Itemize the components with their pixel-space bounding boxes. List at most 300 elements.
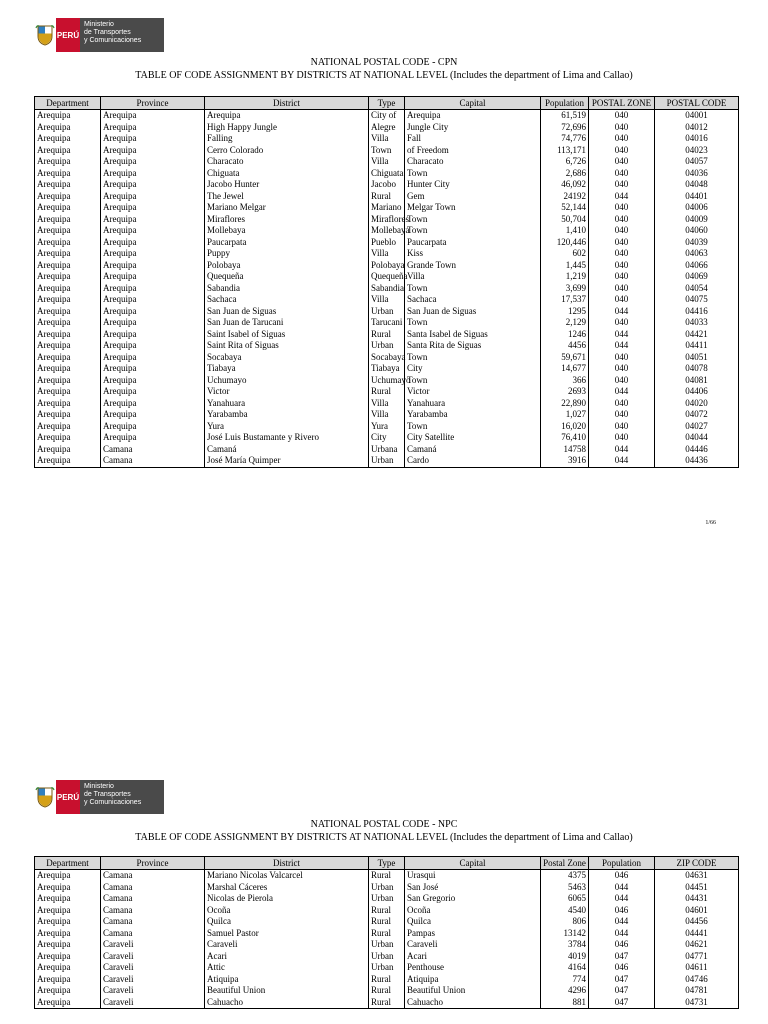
table-cell: Arequipa <box>35 283 101 295</box>
table-cell: 17,537 <box>541 294 589 306</box>
table-cell: 4456 <box>541 340 589 352</box>
column-header: Postal Zone <box>541 857 589 870</box>
column-header: Capital <box>405 97 541 110</box>
table-cell: Arequipa <box>101 398 205 410</box>
table-row <box>35 202 739 214</box>
table-row <box>35 191 739 203</box>
table-cell: 4540 <box>541 905 589 917</box>
table-cell: 04027 <box>655 421 739 433</box>
table-cell: 040 <box>589 110 655 122</box>
table-cell: Arequipa <box>35 260 101 272</box>
table-cell: Urban <box>369 939 405 951</box>
table-cell: José María Quimper <box>205 455 369 467</box>
table-cell: Yarabamba <box>205 409 369 421</box>
table-cell: Town <box>405 421 541 433</box>
table-cell: Town <box>405 168 541 180</box>
table-row <box>35 225 739 237</box>
table-cell: José Luis Bustamante y Rivero <box>205 432 369 444</box>
table-row <box>35 110 739 122</box>
table-cell: 04048 <box>655 179 739 191</box>
table-cell: Quequeña <box>369 271 405 283</box>
table-cell: Pueblo <box>369 237 405 249</box>
table-row <box>35 870 739 882</box>
table-row <box>35 179 739 191</box>
table-cell: 040 <box>589 156 655 168</box>
table-cell: Caraveli <box>205 939 369 951</box>
table-cell: Rural <box>369 916 405 928</box>
table-cell: Sabandia <box>369 283 405 295</box>
table-row <box>35 974 739 986</box>
ministry-name: Ministerio de Transportes y Comunicaciones <box>84 21 142 44</box>
table-cell: 04731 <box>655 997 739 1009</box>
table-cell: Tarucani <box>369 317 405 329</box>
table-cell: 04023 <box>655 145 739 157</box>
table-cell: Chiguata <box>369 168 405 180</box>
table-cell: Caraveli <box>101 962 205 974</box>
table-cell: Arequipa <box>101 386 205 398</box>
table-row <box>35 122 739 134</box>
table-cell: City <box>369 432 405 444</box>
peru-label: PERÚ <box>56 780 80 814</box>
table-cell: Town <box>369 145 405 157</box>
ministry-name: Ministerio de Transportes y Comunicaciones <box>84 783 142 806</box>
table-cell: 3784 <box>541 939 589 951</box>
table-cell: Arequipa <box>101 191 205 203</box>
table-cell: Camana <box>101 444 205 456</box>
table-cell: 1,027 <box>541 409 589 421</box>
table-cell: Arequipa <box>101 214 205 226</box>
column-header: ZIP CODE <box>655 857 739 870</box>
table-cell: 50,704 <box>541 214 589 226</box>
table-cell: Arequipa <box>35 156 101 168</box>
table-cell: Villa <box>369 294 405 306</box>
table-cell: Chiguata <box>205 168 369 180</box>
table-cell: Sachaca <box>405 294 541 306</box>
table-cell: Camana <box>101 882 205 894</box>
table-cell: Arequipa <box>35 974 101 986</box>
table-cell: Beautiful Union <box>405 985 541 997</box>
table-row <box>35 248 739 260</box>
table-cell: Saint Isabel of Siguas <box>205 329 369 341</box>
table-row <box>35 432 739 444</box>
table-cell: 040 <box>589 375 655 387</box>
table-cell: 04069 <box>655 271 739 283</box>
table-cell: Miraflores <box>369 214 405 226</box>
table-cell: 044 <box>589 306 655 318</box>
table-cell: Jacobo Hunter <box>205 179 369 191</box>
table-cell: 040 <box>589 168 655 180</box>
table-row <box>35 409 739 421</box>
table-cell: 044 <box>589 928 655 940</box>
table-cell: 602 <box>541 248 589 260</box>
table-cell: Cardo <box>405 455 541 467</box>
table-cell: 04621 <box>655 939 739 951</box>
table-cell: 047 <box>589 997 655 1009</box>
table-cell: Yanahuara <box>405 398 541 410</box>
table-cell: Arequipa <box>35 202 101 214</box>
table-row <box>35 271 739 283</box>
table-cell: 76,410 <box>541 432 589 444</box>
table-cell: 040 <box>589 294 655 306</box>
table-cell: 04436 <box>655 455 739 467</box>
table-cell: Jacobo <box>369 179 405 191</box>
table-cell: 040 <box>589 237 655 249</box>
table-cell: Arequipa <box>101 432 205 444</box>
table-cell: San Juan de Siguas <box>205 306 369 318</box>
table-cell: 04051 <box>655 352 739 364</box>
table-cell: Arequipa <box>205 110 369 122</box>
table-cell: Arequipa <box>101 421 205 433</box>
table-cell: 044 <box>589 893 655 905</box>
table-cell: Fall <box>405 133 541 145</box>
table-cell: Atiquipa <box>205 974 369 986</box>
table-cell: Sachaca <box>205 294 369 306</box>
table-cell: 14758 <box>541 444 589 456</box>
table-cell: 04441 <box>655 928 739 940</box>
table-cell: Samuel Pastor <box>205 928 369 940</box>
table-cell: Socabaya <box>205 352 369 364</box>
table-cell: 04451 <box>655 882 739 894</box>
table-cell: 040 <box>589 122 655 134</box>
table-row <box>35 375 739 387</box>
table-cell: Rural <box>369 974 405 986</box>
table-cell: 366 <box>541 375 589 387</box>
table-cell: City <box>405 363 541 375</box>
column-header: POSTAL ZONE <box>589 97 655 110</box>
column-header: Type <box>369 857 405 870</box>
table-row <box>35 386 739 398</box>
postal-code-table <box>34 856 739 1009</box>
table-row <box>35 329 739 341</box>
table-cell: Town <box>405 214 541 226</box>
table-cell: 040 <box>589 260 655 272</box>
table-cell: Arequipa <box>101 133 205 145</box>
table-row <box>35 340 739 352</box>
table-row <box>35 421 739 433</box>
table-cell: Arequipa <box>101 352 205 364</box>
table-cell: 044 <box>589 455 655 467</box>
subtitle-line: TABLE OF CODE ASSIGNMENT BY DISTRICTS AT NATIONAL LEVEL (Includes the department of Lima and Callao) <box>135 70 633 81</box>
table-cell: Rural <box>369 191 405 203</box>
column-header: Department <box>35 97 101 110</box>
document-page-2 <box>0 760 768 1024</box>
table-row <box>35 214 739 226</box>
table-row <box>35 455 739 467</box>
table-cell: Arequipa <box>35 997 101 1009</box>
table-cell: 4164 <box>541 962 589 974</box>
table-cell: Rural <box>369 997 405 1009</box>
table-cell: Tiabaya <box>369 363 405 375</box>
table-cell: The Jewel <box>205 191 369 203</box>
table-cell: 046 <box>589 939 655 951</box>
table-cell: Arequipa <box>101 375 205 387</box>
table-cell: 74,776 <box>541 133 589 145</box>
table-cell: 04406 <box>655 386 739 398</box>
table-cell: Camana <box>101 893 205 905</box>
table-cell: Polobaya <box>369 260 405 272</box>
table-row <box>35 283 739 295</box>
column-header: Capital <box>405 857 541 870</box>
table-cell: 04072 <box>655 409 739 421</box>
table-cell: 3,699 <box>541 283 589 295</box>
table-cell: Arequipa <box>101 363 205 375</box>
table-cell: San Juan de Tarucani <box>205 317 369 329</box>
table-row <box>35 306 739 318</box>
table-cell: Arequipa <box>35 432 101 444</box>
table-cell: 4019 <box>541 951 589 963</box>
table-cell: 806 <box>541 916 589 928</box>
table-cell: 04009 <box>655 214 739 226</box>
table-cell: 1,445 <box>541 260 589 272</box>
table-cell: Arequipa <box>35 168 101 180</box>
table-cell: Arequipa <box>35 237 101 249</box>
table-cell: Arequipa <box>101 225 205 237</box>
table-cell: Arequipa <box>101 329 205 341</box>
table-cell: Melgar Town <box>405 202 541 214</box>
table-cell: Tiabaya <box>205 363 369 375</box>
table-cell: 044 <box>589 329 655 341</box>
document-title <box>0 818 768 844</box>
table-cell: 044 <box>589 191 655 203</box>
table-cell: 4375 <box>541 870 589 882</box>
table-cell: 3916 <box>541 455 589 467</box>
table-row <box>35 363 739 375</box>
table-row <box>35 260 739 272</box>
table-row <box>35 997 739 1009</box>
page-number: 1/66 <box>705 520 716 526</box>
table-cell: 04054 <box>655 283 739 295</box>
table-cell: Uchumayo <box>369 375 405 387</box>
table-cell: 04771 <box>655 951 739 963</box>
ministry-logo <box>34 18 164 52</box>
table-cell: San Gregorio <box>405 893 541 905</box>
table-cell: Rural <box>369 329 405 341</box>
table-cell: Arequipa <box>35 363 101 375</box>
table-row <box>35 352 739 364</box>
table-cell: 040 <box>589 225 655 237</box>
table-cell: Town <box>405 317 541 329</box>
column-header: Province <box>101 97 205 110</box>
postal-code-table <box>34 96 739 468</box>
table-cell: Characato <box>205 156 369 168</box>
table-cell: of Freedom <box>405 145 541 157</box>
table-cell: Arequipa <box>35 386 101 398</box>
table-cell: 040 <box>589 145 655 157</box>
table-cell: 52,144 <box>541 202 589 214</box>
table-cell: 04001 <box>655 110 739 122</box>
table-cell: Arequipa <box>35 916 101 928</box>
table-cell: Town <box>405 283 541 295</box>
table-cell: Gem <box>405 191 541 203</box>
column-header: Population <box>541 97 589 110</box>
table-cell: 04006 <box>655 202 739 214</box>
table-cell: Yura <box>205 421 369 433</box>
table-cell: 047 <box>589 985 655 997</box>
table-cell: Yarabamba <box>405 409 541 421</box>
table-cell: 040 <box>589 271 655 283</box>
table-cell: 04020 <box>655 398 739 410</box>
table-cell: 04781 <box>655 985 739 997</box>
table-cell: Arequipa <box>35 455 101 467</box>
table-row <box>35 882 739 894</box>
table-cell: 04016 <box>655 133 739 145</box>
table-cell: Urban <box>369 306 405 318</box>
table-cell: Caraveli <box>405 939 541 951</box>
table-cell: Villa <box>405 271 541 283</box>
table-cell: Arequipa <box>405 110 541 122</box>
table-cell: Arequipa <box>35 962 101 974</box>
table-cell: 24192 <box>541 191 589 203</box>
column-header: Department <box>35 857 101 870</box>
table-cell: Arequipa <box>101 306 205 318</box>
table-cell: Arequipa <box>35 398 101 410</box>
table-cell: 04057 <box>655 156 739 168</box>
table-cell: 59,671 <box>541 352 589 364</box>
table-cell: Santa Rita de Siguas <box>405 340 541 352</box>
table-cell: Arequipa <box>35 145 101 157</box>
table-cell: Arequipa <box>101 122 205 134</box>
table-cell: Town <box>405 352 541 364</box>
table-cell: Caraveli <box>101 974 205 986</box>
table-cell: Arequipa <box>35 882 101 894</box>
table-cell: Ocoña <box>205 905 369 917</box>
table-row <box>35 905 739 917</box>
table-cell: Victor <box>205 386 369 398</box>
table-cell: 04044 <box>655 432 739 444</box>
table-row <box>35 145 739 157</box>
table-cell: 2,129 <box>541 317 589 329</box>
table-cell: 04446 <box>655 444 739 456</box>
table-cell: 040 <box>589 317 655 329</box>
table-cell: 047 <box>589 951 655 963</box>
table-cell: 46,092 <box>541 179 589 191</box>
document-title <box>0 56 768 82</box>
table-cell: 04036 <box>655 168 739 180</box>
table-cell: Cahuacho <box>405 997 541 1009</box>
table-cell: Arequipa <box>35 317 101 329</box>
column-header: Type <box>369 97 405 110</box>
table-cell: Arequipa <box>35 939 101 951</box>
table-cell: Yura <box>369 421 405 433</box>
table-cell: Santa Isabel de Siguas <box>405 329 541 341</box>
table-cell: 040 <box>589 133 655 145</box>
table-row <box>35 133 739 145</box>
table-cell: Urban <box>369 340 405 352</box>
table-cell: Arequipa <box>35 271 101 283</box>
table-cell: Caraveli <box>101 985 205 997</box>
table-cell: 16,020 <box>541 421 589 433</box>
table-cell: Town <box>405 225 541 237</box>
table-cell: Arequipa <box>101 409 205 421</box>
table-cell: 04601 <box>655 905 739 917</box>
table-cell: Camana <box>101 455 205 467</box>
table-cell: 6065 <box>541 893 589 905</box>
table-cell: 04456 <box>655 916 739 928</box>
table-cell: Quilca <box>205 916 369 928</box>
table-cell: Arequipa <box>35 444 101 456</box>
table-cell: Arequipa <box>101 248 205 260</box>
table-cell: 040 <box>589 214 655 226</box>
table-cell: 04401 <box>655 191 739 203</box>
table-cell: 046 <box>589 905 655 917</box>
table-cell: Falling <box>205 133 369 145</box>
table-cell: Paucarpata <box>405 237 541 249</box>
table-cell: Arequipa <box>35 340 101 352</box>
table-cell: Puppy <box>205 248 369 260</box>
table-cell: Arequipa <box>101 317 205 329</box>
table-cell: Ocoña <box>405 905 541 917</box>
table-cell: 04416 <box>655 306 739 318</box>
table-cell: Camaná <box>405 444 541 456</box>
table-cell: 774 <box>541 974 589 986</box>
table-cell: Urasqui <box>405 870 541 882</box>
table-row <box>35 962 739 974</box>
table-cell: Urban <box>369 951 405 963</box>
table-cell: 13142 <box>541 928 589 940</box>
table-cell: Mollebaya <box>205 225 369 237</box>
table-cell: 04060 <box>655 225 739 237</box>
table-cell: Arequipa <box>35 951 101 963</box>
table-cell: Arequipa <box>101 340 205 352</box>
table-cell: Socabaya <box>369 352 405 364</box>
table-cell: Arequipa <box>35 248 101 260</box>
table-cell: 2,686 <box>541 168 589 180</box>
table-row <box>35 317 739 329</box>
table-cell: 04075 <box>655 294 739 306</box>
table-cell: 04746 <box>655 974 739 986</box>
table-cell: Atiquipa <box>405 974 541 986</box>
table-cell: Paucarpata <box>205 237 369 249</box>
title-line: NATIONAL POSTAL CODE - CPN <box>310 57 458 68</box>
table-cell: 040 <box>589 409 655 421</box>
table-cell: Arequipa <box>35 893 101 905</box>
table-cell: 72,696 <box>541 122 589 134</box>
table-cell: 044 <box>589 386 655 398</box>
table-cell: 04411 <box>655 340 739 352</box>
table-cell: Camana <box>101 928 205 940</box>
table-cell: 040 <box>589 248 655 260</box>
table-cell: 040 <box>589 352 655 364</box>
table-cell: Polobaya <box>205 260 369 272</box>
table-row <box>35 294 739 306</box>
table-cell: Arequipa <box>35 122 101 134</box>
table-cell: 2693 <box>541 386 589 398</box>
table-cell: Uchumayo <box>205 375 369 387</box>
coat-of-arms-icon <box>34 780 56 814</box>
table-cell: Cerro Colorado <box>205 145 369 157</box>
table-row <box>35 928 739 940</box>
column-header: POSTAL CODE <box>655 97 739 110</box>
table-row <box>35 951 739 963</box>
table-cell: Miraflores <box>205 214 369 226</box>
table-cell: Urban <box>369 455 405 467</box>
table-row <box>35 939 739 951</box>
table-cell: Nicolas de Pierola <box>205 893 369 905</box>
table-cell: 04063 <box>655 248 739 260</box>
table-cell: Arequipa <box>35 133 101 145</box>
table-cell: 14,677 <box>541 363 589 375</box>
table-cell: Camana <box>101 870 205 882</box>
table-cell: Rural <box>369 386 405 398</box>
table-cell: Arequipa <box>35 306 101 318</box>
table-row <box>35 985 739 997</box>
table-cell: Villa <box>369 133 405 145</box>
table-cell: Arequipa <box>101 283 205 295</box>
table-cell: Rural <box>369 928 405 940</box>
table-cell: Caraveli <box>101 951 205 963</box>
table-cell: Arequipa <box>101 260 205 272</box>
column-header: Population <box>589 857 655 870</box>
